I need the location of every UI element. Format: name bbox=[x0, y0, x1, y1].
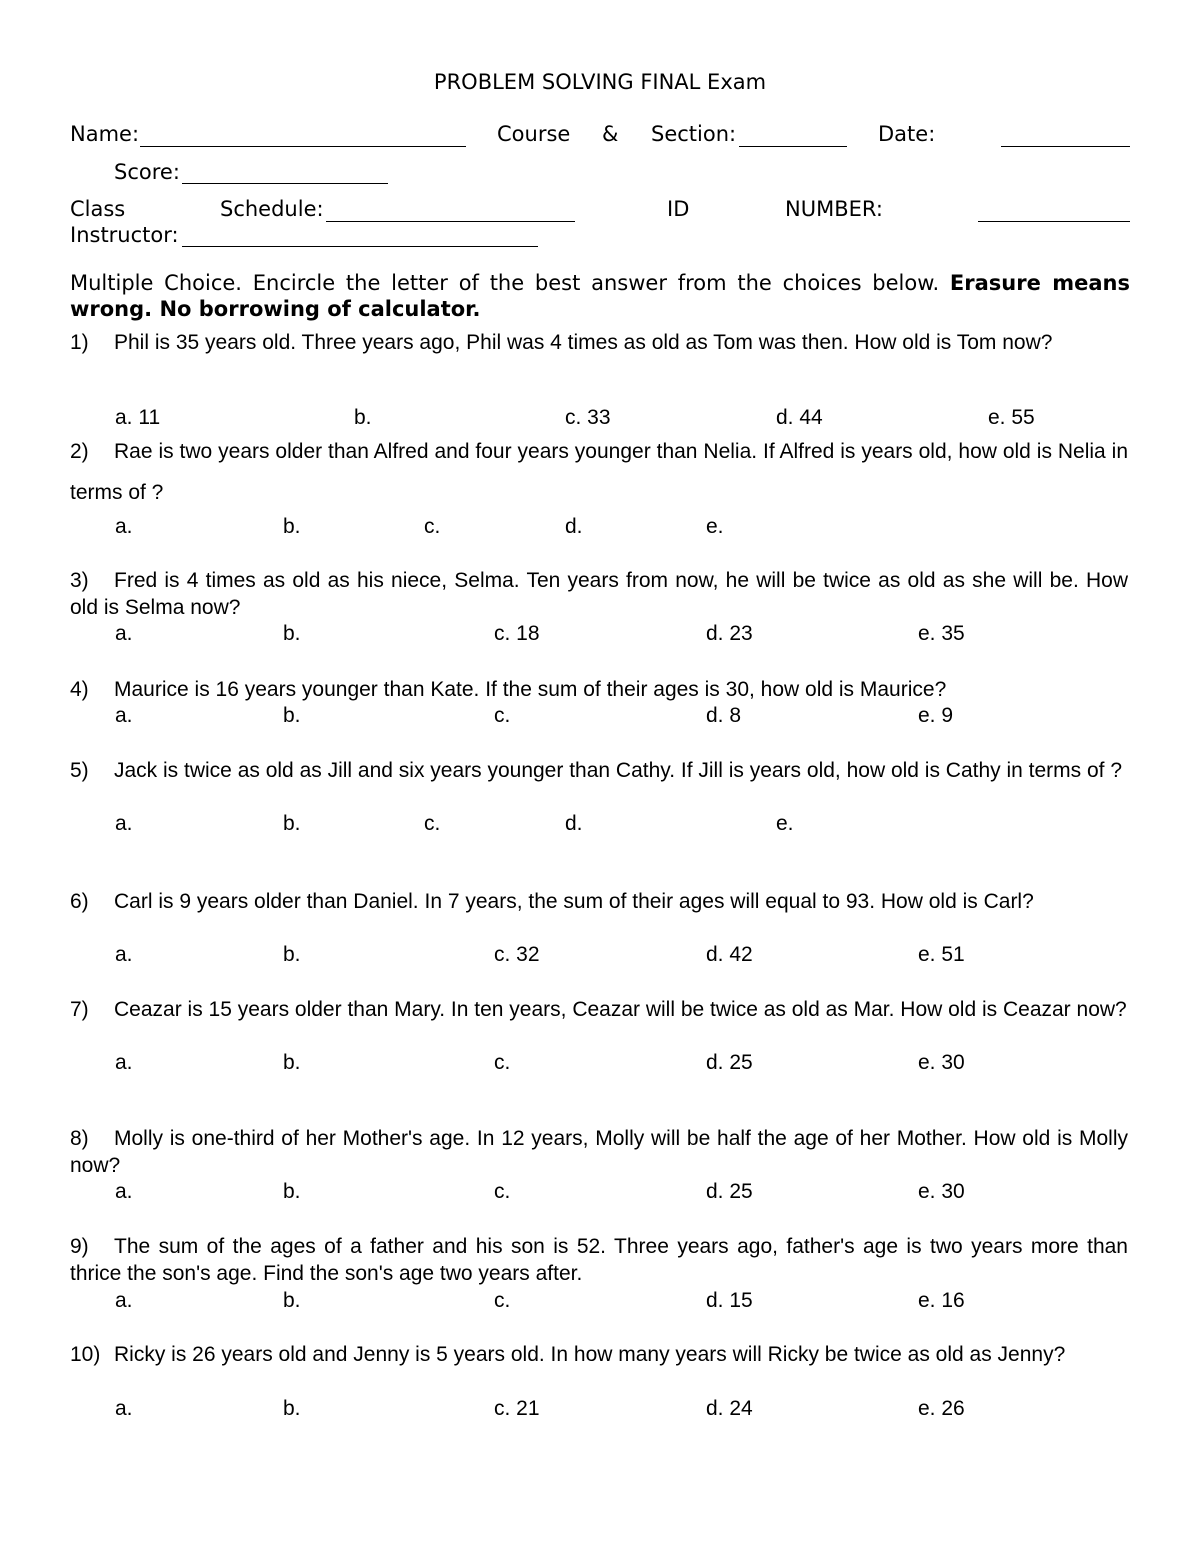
choice-10d[interactable]: d. 24 bbox=[706, 1397, 753, 1420]
choice-10b[interactable]: b. bbox=[283, 1397, 301, 1420]
question-text: Molly is one-third of her Mother's age. In 12 years, Molly will be half the age of her Mother. How old is Molly now? bbox=[70, 1127, 1128, 1177]
choice-7c[interactable]: c. bbox=[494, 1051, 511, 1074]
question-number: 3) bbox=[70, 569, 89, 592]
question-text: Jack is twice as old as Jill and six years younger than Cathy. If Jill is years old, how old is Cathy in terms of ? bbox=[114, 759, 1123, 782]
choice-2c[interactable]: c. bbox=[424, 515, 441, 538]
instructions-text: Multiple Choice. Encircle the letter of the best answer from the choices below. bbox=[70, 271, 940, 295]
date-field[interactable] bbox=[1001, 146, 1130, 147]
choice-1e[interactable]: e. 55 bbox=[988, 406, 1035, 429]
question-6 bbox=[70, 888, 1128, 915]
question-number: 2) bbox=[70, 440, 89, 463]
choice-9c[interactable]: c. bbox=[494, 1289, 511, 1312]
instructor-field[interactable] bbox=[182, 246, 538, 247]
instructor-label: Instructor: bbox=[70, 223, 179, 247]
question-3 bbox=[70, 567, 1128, 621]
schedule-field[interactable] bbox=[326, 221, 575, 222]
choice-6b[interactable]: b. bbox=[283, 943, 301, 966]
choice-2d[interactable]: d. bbox=[565, 515, 583, 538]
choice-6a[interactable]: a. bbox=[115, 943, 133, 966]
question-text: Phil is 35 years old. Three years ago, Phil was 4 times as old as Tom was then. How old is Tom now? bbox=[114, 331, 1053, 354]
question-5 bbox=[70, 757, 1128, 784]
question-text: Carl is 9 years older than Daniel. In 7 years, the sum of their ages will equal to 93. How old is Carl? bbox=[114, 890, 1034, 913]
choice-4a[interactable]: a. bbox=[115, 704, 133, 727]
choice-8e[interactable]: e. 30 bbox=[918, 1180, 965, 1203]
question-2 bbox=[70, 431, 1128, 513]
number-label: NUMBER: bbox=[785, 197, 883, 221]
choice-6e[interactable]: e. 51 bbox=[918, 943, 965, 966]
choice-4c[interactable]: c. bbox=[494, 704, 511, 727]
choice-9e[interactable]: e. 16 bbox=[918, 1289, 965, 1312]
question-8 bbox=[70, 1125, 1128, 1179]
question-number: 1) bbox=[70, 331, 89, 354]
question-number: 8) bbox=[70, 1127, 89, 1150]
question-10 bbox=[70, 1341, 1128, 1368]
class-label: Class bbox=[70, 197, 126, 221]
choice-10e[interactable]: e. 26 bbox=[918, 1397, 965, 1420]
question-text: Fred is 4 times as old as his niece, Selma. Ten years from now, he will be twice as old as she will be. How old is Selma now? bbox=[70, 569, 1128, 619]
choice-5d[interactable]: d. bbox=[565, 812, 583, 835]
choice-6d[interactable]: d. 42 bbox=[706, 943, 753, 966]
date-label: Date: bbox=[878, 122, 936, 146]
section-field[interactable] bbox=[739, 146, 847, 147]
choice-1c[interactable]: c. 33 bbox=[565, 406, 611, 429]
question-number: 9) bbox=[70, 1235, 89, 1258]
course-label: Course bbox=[497, 122, 571, 146]
choice-3d[interactable]: d. 23 bbox=[706, 622, 753, 645]
choice-4b[interactable]: b. bbox=[283, 704, 301, 727]
choice-2b[interactable]: b. bbox=[283, 515, 301, 538]
choice-2e[interactable]: e. bbox=[706, 515, 724, 538]
question-number: 6) bbox=[70, 890, 89, 913]
choice-6c[interactable]: c. 32 bbox=[494, 943, 540, 966]
choice-8d[interactable]: d. 25 bbox=[706, 1180, 753, 1203]
id-label: ID bbox=[667, 197, 690, 221]
choice-9a[interactable]: a. bbox=[115, 1289, 133, 1312]
choice-5a[interactable]: a. bbox=[115, 812, 133, 835]
choice-7b[interactable]: b. bbox=[283, 1051, 301, 1074]
choice-4d[interactable]: d. 8 bbox=[706, 704, 742, 727]
choice-3c[interactable]: c. 18 bbox=[494, 622, 540, 645]
choice-5c[interactable]: c. bbox=[424, 812, 441, 835]
choice-1b[interactable]: b. bbox=[354, 406, 372, 429]
question-7 bbox=[70, 996, 1128, 1023]
choice-7a[interactable]: a. bbox=[115, 1051, 133, 1074]
schedule-label: Schedule: bbox=[220, 197, 324, 221]
name-label: Name: bbox=[70, 122, 140, 146]
exam-title: PROBLEM SOLVING FINAL Exam bbox=[433, 70, 767, 94]
question-number: 10) bbox=[70, 1343, 101, 1366]
question-9 bbox=[70, 1233, 1128, 1287]
instructions bbox=[70, 270, 1130, 322]
question-text: Rae is two years older than Alfred and four years younger than Nelia. If Alfred is years old, how old is Nelia in terms of ? bbox=[70, 440, 1128, 504]
choice-8a[interactable]: a. bbox=[115, 1180, 133, 1203]
choice-5e[interactable]: e. bbox=[776, 812, 794, 835]
choice-7e[interactable]: e. 30 bbox=[918, 1051, 965, 1074]
id-number-field[interactable] bbox=[978, 221, 1130, 222]
question-number: 4) bbox=[70, 678, 89, 701]
question-number: 7) bbox=[70, 998, 89, 1021]
choice-10a[interactable]: a. bbox=[115, 1397, 133, 1420]
choice-7d[interactable]: d. 25 bbox=[706, 1051, 753, 1074]
choice-9b[interactable]: b. bbox=[283, 1289, 301, 1312]
choice-9d[interactable]: d. 15 bbox=[706, 1289, 753, 1312]
question-text: Ceazar is 15 years older than Mary. In ten years, Ceazar will be twice as old as Mar. How old is Ceazar now? bbox=[114, 998, 1127, 1021]
question-4 bbox=[70, 676, 1128, 703]
choice-3b[interactable]: b. bbox=[283, 622, 301, 645]
choice-5b[interactable]: b. bbox=[283, 812, 301, 835]
instructions-warning: Erasure means wrong. No borrowing of calculator. bbox=[70, 271, 1130, 321]
score-label: Score: bbox=[114, 160, 180, 184]
ampersand-label: & bbox=[602, 122, 619, 146]
question-text: The sum of the ages of a father and his son is 52. Three years ago, father's age is two years more than thrice the son's age. Find the son's age two years after. bbox=[70, 1235, 1128, 1285]
question-text: Maurice is 16 years younger than Kate. If the sum of their ages is 30, how old is Maurice? bbox=[114, 678, 947, 701]
choice-4e[interactable]: e. 9 bbox=[918, 704, 954, 727]
section-label: Section: bbox=[651, 122, 737, 146]
score-field[interactable] bbox=[182, 183, 388, 184]
choice-8c[interactable]: c. bbox=[494, 1180, 511, 1203]
choice-1a[interactable]: a. 11 bbox=[115, 406, 161, 429]
choice-8b[interactable]: b. bbox=[283, 1180, 301, 1203]
choice-10c[interactable]: c. 21 bbox=[494, 1397, 540, 1420]
question-text: Ricky is 26 years old and Jenny is 5 years old. In how many years will Ricky be twice as old as Jenny? bbox=[114, 1343, 1066, 1366]
choice-1d[interactable]: d. 44 bbox=[776, 406, 823, 429]
question-1 bbox=[70, 322, 1128, 363]
choice-3e[interactable]: e. 35 bbox=[918, 622, 965, 645]
choice-2a[interactable]: a. bbox=[115, 515, 133, 538]
name-field[interactable] bbox=[140, 146, 466, 147]
choice-3a[interactable]: a. bbox=[115, 622, 133, 645]
question-number: 5) bbox=[70, 759, 89, 782]
